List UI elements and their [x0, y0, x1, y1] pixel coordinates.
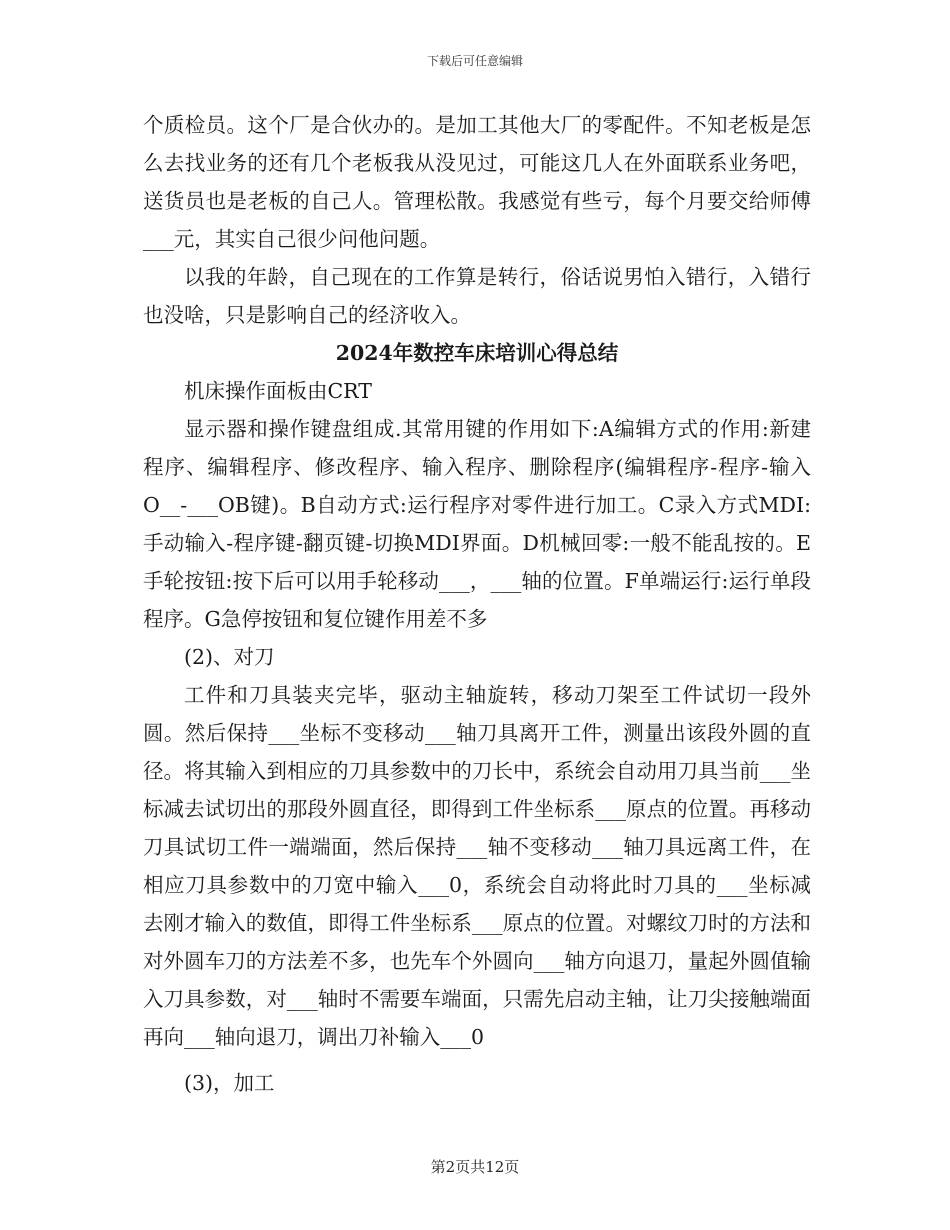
paragraph-continuation: 个质检员。这个厂是合伙办的。是加工其他大厂的零配件。不知老板是怎么去找业务的还有几个老板我从没见过，可能这几人在外面联系业务吧，送货员也是老板的自己人。管理松散。我感觉有些亏，每个月要交给师傅___元，其实自己很少问他问题。 [143, 113, 811, 251]
paragraph-keys: 显示器和操作键盘组成.其常用键的作用如下:A编辑方式的作用:新建程序、编辑程序、修改程序、输入程序、删除程序(编辑程序-程序-输入O__-___OB键)。B自动方式:运行程序对零件进行加工。C录入方式MDI:手动输入-程序键-翻页键-切换MDI界面。D机械回零:一般不能乱按的。E手轮按钮:按下后可以用手轮移动___，___轴的位置。F单端运行:运行单段程序。G急停按钮和复位键作用差不多 [143, 417, 811, 631]
section-intro-line: 机床操作面板由CRT [184, 379, 372, 403]
paragraph-age: 以我的年龄，自己现在的工作算是转行，俗话说男怕入错行，入错行也没啥，只是影响自己的经济收入。 [143, 265, 811, 327]
heading-tool-setting: (2)、对刀 [184, 645, 275, 669]
page-footer: 第2页共12页 [430, 1158, 520, 1176]
paragraph-tool-setting: 工件和刀具装夹完毕，驱动主轴旋转，移动刀架至工件试切一段外圆。然后保持___坐标不变移动___轴刀具离开工件，测量出该段外圆的直径。将其输入到相应的刀具参数中的刀长中，系统会自动用刀具当前___坐标减去试切出的那段外圆直径，即得到工件坐标系___原点的位置。再移动刀具试切工件一端端面，然后保持___轴不变移动___轴刀具远离工件，在相应刀具参数中的刀宽中输入___0，系统会自动将此时刀具的___坐标减去刚才输入的数值，即得工件坐标系___原点的位置。对螺纹刀时的方法和对外圆车刀的方法差不多，也先车个外圆向___轴方向退刀，量起外圆值输入刀具参数，对___轴时不需要车端面，只需先启动主轴，让刀尖接触端面再向___轴向退刀，调出刀补输入___0 [143, 683, 811, 1049]
page-header: 下载后可任意编辑 [426, 54, 523, 68]
document-title: 2024年数控车床培训心得总结 [335, 341, 619, 365]
heading-machining: (3)，加工 [184, 1071, 275, 1095]
document-body [143, 106, 811, 1102]
